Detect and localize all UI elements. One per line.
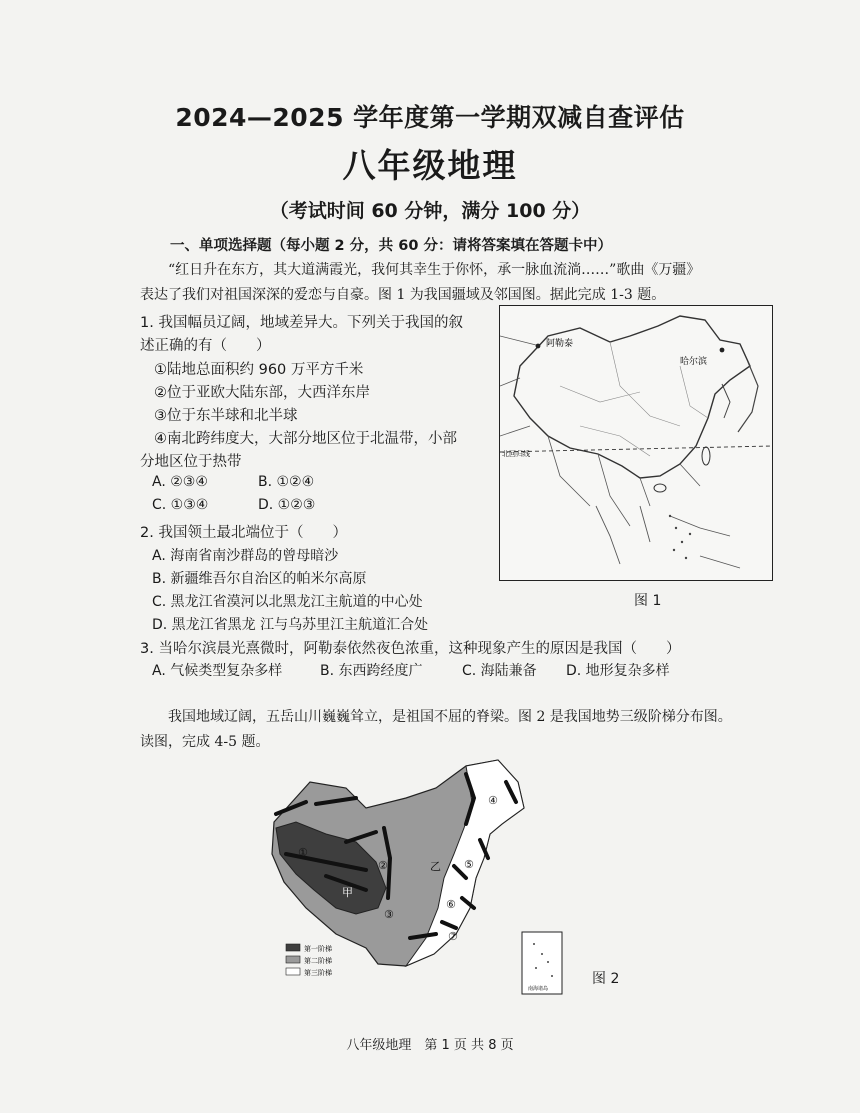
q3-option-b: B. 东西跨经度广 [320, 663, 423, 679]
q1-option-a: A. ②③④ [152, 474, 208, 490]
intro-2-line-1: 我国地域辽阔，五岳山川巍巍耸立，是祖国不屈的脊梁。图 2 是我国地势三级阶梯分布图。 [168, 709, 732, 725]
q1-option-c: C. ①③④ [152, 497, 209, 513]
q1-item-4-cont: 分地区位于热带 [140, 454, 242, 470]
intro-2-line-2: 读图，完成 4-5 题。 [140, 734, 270, 750]
q3-option-a: A. 气候类型复杂多样 [152, 663, 283, 679]
figure-2-terrain-map [266, 758, 566, 998]
subject-title: 八年级地理 [342, 146, 518, 185]
q2-option-c: C. 黑龙江省漠河以北黑龙江主航道的中心处 [152, 594, 423, 610]
marker-1: ① [298, 846, 308, 859]
legend [286, 944, 332, 977]
section-heading: 一、单项选择题（每小题 2 分，共 60 分：请将答案填在答题卡中） [170, 238, 612, 254]
label-yi: 乙 [430, 860, 441, 873]
figure-2-caption: 图 2 [592, 971, 620, 987]
q2-option-b: B. 新疆维吾尔自治区的帕米尔高原 [152, 571, 367, 587]
marker-5: ⑤ [464, 858, 474, 871]
q3-option-d: D. 地形复杂多样 [566, 663, 670, 679]
label-jia: 甲 [342, 886, 353, 899]
marker-4: ④ [488, 794, 498, 807]
page-footer: 八年级地理 第 1 页 共 8 页 [346, 1038, 514, 1053]
label-harbin: 哈尔滨 [680, 357, 708, 367]
marker-3: ③ [384, 908, 394, 921]
legend-step-3: 第三阶梯 [304, 969, 332, 977]
terrain-steps-map [266, 758, 566, 998]
exam-info: （考试时间 60 分钟，满分 100 分） [269, 200, 591, 222]
q1-item-2: ②位于亚欧大陆东部，大西洋东岸 [154, 385, 370, 401]
intro-1-line-2: 表达了我们对祖国深深的爱恋与自豪。图 1 为我国疆域及邻国图。据此完成 1-3 题。 [140, 287, 666, 303]
label-tropic-of-cancer: 北回归线 [502, 450, 530, 458]
figure-1-map [499, 305, 773, 581]
marker-7: ⑦ [448, 930, 458, 943]
q2-option-a: A. 海南省南沙群岛的曾母暗沙 [152, 548, 339, 564]
q1-stem-line-2: 述正确的有（ ） [140, 338, 271, 354]
intro-1-line-1: “红日升在东方，其大道满霞光，我何其幸生于你怀，承一脉血流淌……”歌曲《万疆》 [168, 262, 701, 278]
q1-option-d: D. ①②③ [258, 497, 316, 513]
exam-title: 2024—2025 学年度第一学期双减自查评估 [175, 103, 685, 132]
q1-stem-line-1: 1. 我国幅员辽阔，地域差异大。下列关于我国的叙 [140, 315, 463, 331]
south-china-sea-inset [522, 932, 562, 994]
q3-option-c: C. 海陆兼备 [462, 663, 537, 679]
marker-2: ② [378, 859, 388, 872]
q1-item-4: ④南北跨纬度大，大部分地区位于北温带，小部 [154, 431, 457, 447]
legend-step-2: 第二阶梯 [304, 957, 332, 965]
q3-stem: 3. 当哈尔滨晨光熹微时，阿勒泰依然夜色浓重，这种现象产生的原因是我国（ ） [140, 641, 681, 657]
label-altay: 阿勒泰 [546, 339, 574, 349]
legend-step-1: 第一阶梯 [304, 945, 332, 953]
q2-stem: 2. 我国领土最北端位于（ ） [140, 525, 347, 541]
inset-label: 南海诸岛 [528, 986, 549, 992]
q1-option-b: B. ①②④ [258, 474, 315, 490]
china-neighbors-map [500, 306, 772, 580]
figure-1-caption: 图 1 [634, 593, 662, 609]
marker-6: ⑥ [446, 898, 456, 911]
q2-option-d: D. 黑龙江省黑龙 江与乌苏里江主航道汇合处 [152, 617, 429, 633]
q1-item-3: ③位于东半球和北半球 [154, 408, 298, 424]
q1-item-1: ①陆地总面积约 960 万平方千米 [154, 362, 364, 378]
